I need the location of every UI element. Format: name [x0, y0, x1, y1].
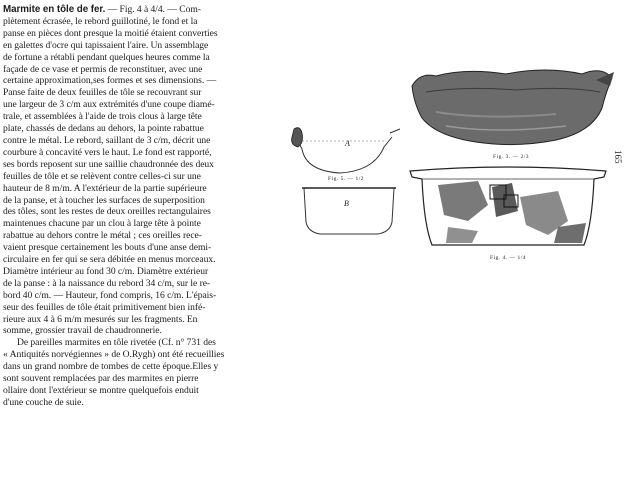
text-line: contre le métal. Le rebord, saillant de 3 c/m, décrit une — [3, 134, 211, 146]
text-line: trale, et assemblées à l'aide de trois clous à large tête — [3, 111, 202, 123]
text-line: circulaire en fer qui se sera débitée en menus morceaux. — [3, 254, 216, 266]
fig5-caption: Fig. 5. — 1/2 — [328, 176, 364, 182]
text-line: façade de ce vase et permis de reconstituer, avec une — [3, 63, 203, 75]
text-line: seur des feuilles de tôle était primitivement bien infé- — [3, 301, 206, 313]
text-line: dans un grand nombre de tombes de cette époque.Elles y — [3, 361, 219, 373]
text-line: courbure à concavité vers le haut. Le fond est rapporté, — [3, 146, 212, 158]
text-line: vaient presque certainement les bouts d'une anse demi- — [3, 242, 212, 254]
fig4-caption: Fig. 4. — 1/4 — [490, 255, 526, 261]
fig3-caption: Fig. 3. — 2/3 — [493, 154, 529, 160]
text-line: une largeur de 3 c/m aux extrémités d'une coupe diamé- — [3, 99, 215, 111]
text-line: de fortune a rétabli pendant quelques heures comme la — [3, 51, 210, 63]
text-line: Marmite en tôle de fer. — Fig. 4 à 4/4. — Com- — [3, 4, 201, 15]
text-line: plate, chassés de dedans au dehors, la pointe rabattue — [3, 123, 204, 135]
text-line: rieure aux 4 à 6 m/m mesurés sur les fragments. En — [3, 313, 198, 325]
text-line: des tôles, sont les restes de deux oreilles rectangulaires — [3, 206, 211, 218]
page-number: 165 — [613, 150, 623, 164]
text-line: ollaire dont l'extérieur se montre quelquefois enduit — [3, 385, 199, 396]
text-line: de la panse : à la naissance du rebord 34 c/m, sur le re- — [3, 277, 211, 289]
text-line: maintenues chacune par un clou à large tête à pointe — [3, 218, 201, 230]
text-line: certaine approximation,ses formes et ses dimensions. — — [3, 75, 217, 87]
fig5-label-a: A — [345, 139, 350, 148]
figure-plate — [288, 62, 640, 272]
text-line: Panse faite de deux feuilles de tôle se recouvrant sur — [3, 87, 202, 99]
section-heading: Marmite en tôle de fer. — [3, 4, 106, 15]
text-line: feuilles de tôle et se relèvent contre celles-ci sur une — [3, 170, 201, 182]
text-line: ses bords reposent sur une saillie chaudronnée des deux — [3, 158, 214, 170]
text-line: somme, grossier travail de chaudronnerie. — [3, 325, 162, 337]
paragraph-2 — [3, 337, 273, 349]
text-line: panse en pièces dont presque la moitié étaient converties — [3, 27, 218, 39]
fig5-section-b — [300, 184, 400, 239]
text-line: hauteur de 8 m/m. A l'extérieur de la partie supérieure — [3, 182, 207, 194]
text-line: d'une couche de suie. — [3, 396, 84, 408]
fig3-crushed-pot — [406, 62, 618, 152]
paragraph-2-cont — [3, 349, 273, 409]
text-line: rabattue au dehors contre le métal ; ces oreilles rece- — [3, 230, 202, 242]
text-line: De pareilles marmites en tôle rivetée (Cf. n° 731 des — [17, 337, 216, 349]
text-line: en galettes d'ocre qui tapissaient l'aire. Un assemblage — [3, 39, 209, 51]
text-line: plètement écrasée, le rebord guillotiné, le fond et la — [3, 15, 198, 27]
article-text — [3, 4, 273, 409]
paragraph-1 — [3, 4, 273, 337]
fig5-label-b: B — [344, 199, 349, 208]
text-line: de la panse, et à toucher les surfaces de superposition — [3, 194, 205, 206]
text-line: « Antiquités norvégiennes » de O.Rygh) ont été recueillies — [3, 349, 225, 361]
text-line: bord 40 c/m. — Hauteur, fond compris, 16 c/m. L'épais- — [3, 289, 217, 301]
text-line: sont souvent remplacées par des marmites en pierre — [3, 373, 199, 385]
fig4-reconstructed-pot — [408, 165, 608, 253]
text-line: Diamètre intérieur au fond 30 c/m. Diamètre extérieur — [3, 265, 209, 277]
